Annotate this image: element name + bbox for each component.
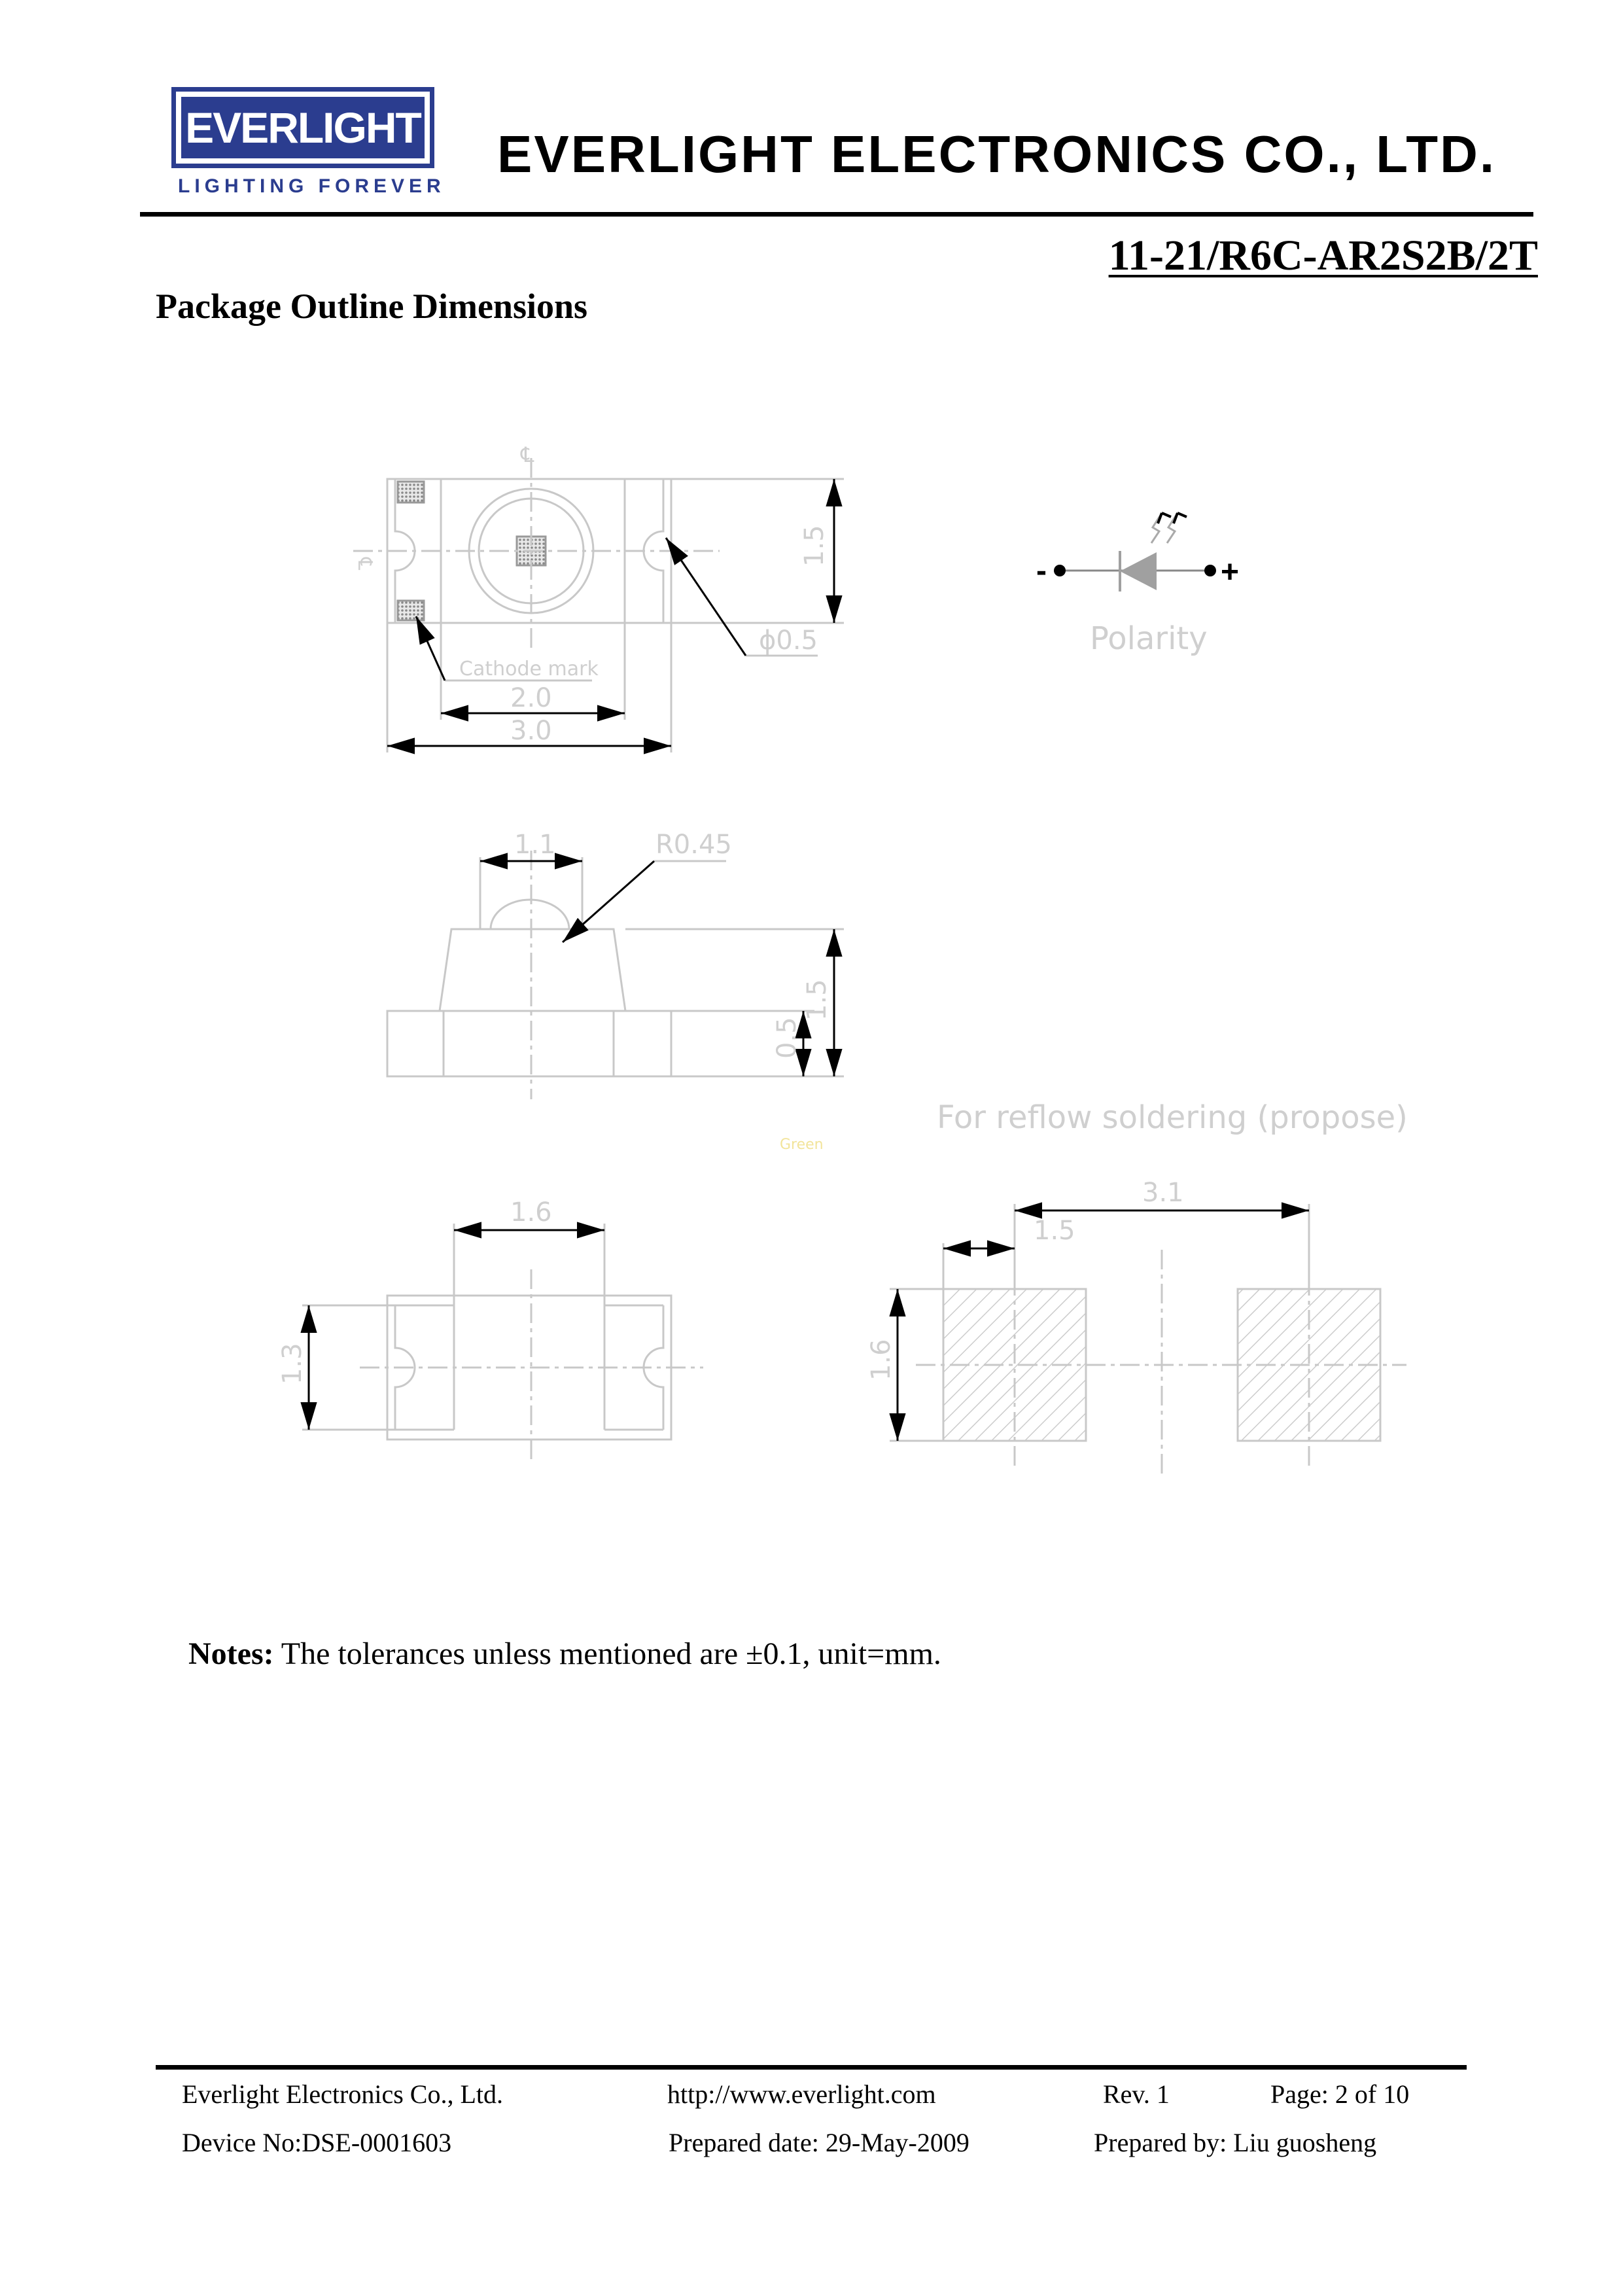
inner-width-label: 2.0 (510, 683, 552, 713)
footer-rev: Rev. 1 (1103, 2079, 1170, 2109)
footer-url[interactable]: http://www.everlight.com (667, 2079, 936, 2109)
footer-prepared-by: Prepared by: Liu guosheng (1094, 2128, 1377, 2157)
cathode-mark-label: Cathode mark (459, 658, 599, 680)
footer-company: Everlight Electronics Co., Ltd. (182, 2079, 503, 2109)
side-base-height-label: 0.5 (772, 1017, 802, 1059)
notes-label: Notes: (188, 1636, 274, 1671)
footer-device-no: Device No:DSE-0001603 (182, 2128, 452, 2157)
bottom-height-label: 1.3 (277, 1343, 307, 1385)
notes (188, 1636, 941, 1672)
plus-terminal (1204, 565, 1216, 576)
side-view (387, 851, 844, 1099)
minus-terminal (1054, 565, 1066, 576)
bottom-width-label: 1.6 (510, 1197, 552, 1227)
stray-label: Green (780, 1137, 824, 1153)
company-name: EVERLIGHT ELECTRONICS CO., LTD. (497, 125, 1497, 183)
logo-tagline: LIGHTING FOREVER (178, 175, 445, 197)
section-title: Package Outline Dimensions (156, 287, 588, 326)
polarity-label: Polarity (1090, 620, 1208, 657)
part-number: 11-21/R6C-AR2S2B/2T (1108, 232, 1538, 279)
footer-prepared-date: Prepared date: 29-May-2009 (669, 2128, 969, 2157)
minus-sign: - (1036, 554, 1047, 588)
centerline-symbol: ℄ (521, 442, 534, 467)
emission-arrows (1151, 513, 1178, 543)
top-view (353, 458, 844, 752)
top-height-label: 1.5 (799, 525, 829, 567)
solder-pad-layout (890, 1204, 1406, 1479)
solder-title: For reflow soldering (propose) (937, 1099, 1408, 1136)
pad-height-label: 1.6 (866, 1339, 896, 1381)
pad-width-label: 1.5 (1034, 1216, 1075, 1246)
lens-width-label: 1.1 (514, 830, 556, 860)
footer-page: Page: 2 of 10 (1270, 2079, 1410, 2109)
outer-width-label: 3.0 (510, 716, 552, 746)
pad-total-width-label: 3.1 (1142, 1178, 1184, 1208)
footer-divider (156, 2065, 1467, 2070)
logo-text: EVERLIGHT (185, 103, 421, 152)
plus-sign: + (1221, 555, 1240, 590)
bottom-view (302, 1224, 703, 1459)
radius-label: R0.45 (655, 830, 732, 860)
hole-diameter-label: ϕ0.5 (759, 626, 818, 656)
notes-text: The tolerances unless mentioned are ±0.1, unit=mm. (273, 1636, 941, 1671)
centerline-symbol-side: ℄ (353, 557, 376, 571)
side-total-height-label: 1.5 (802, 979, 832, 1021)
diode-triangle (1120, 552, 1157, 590)
